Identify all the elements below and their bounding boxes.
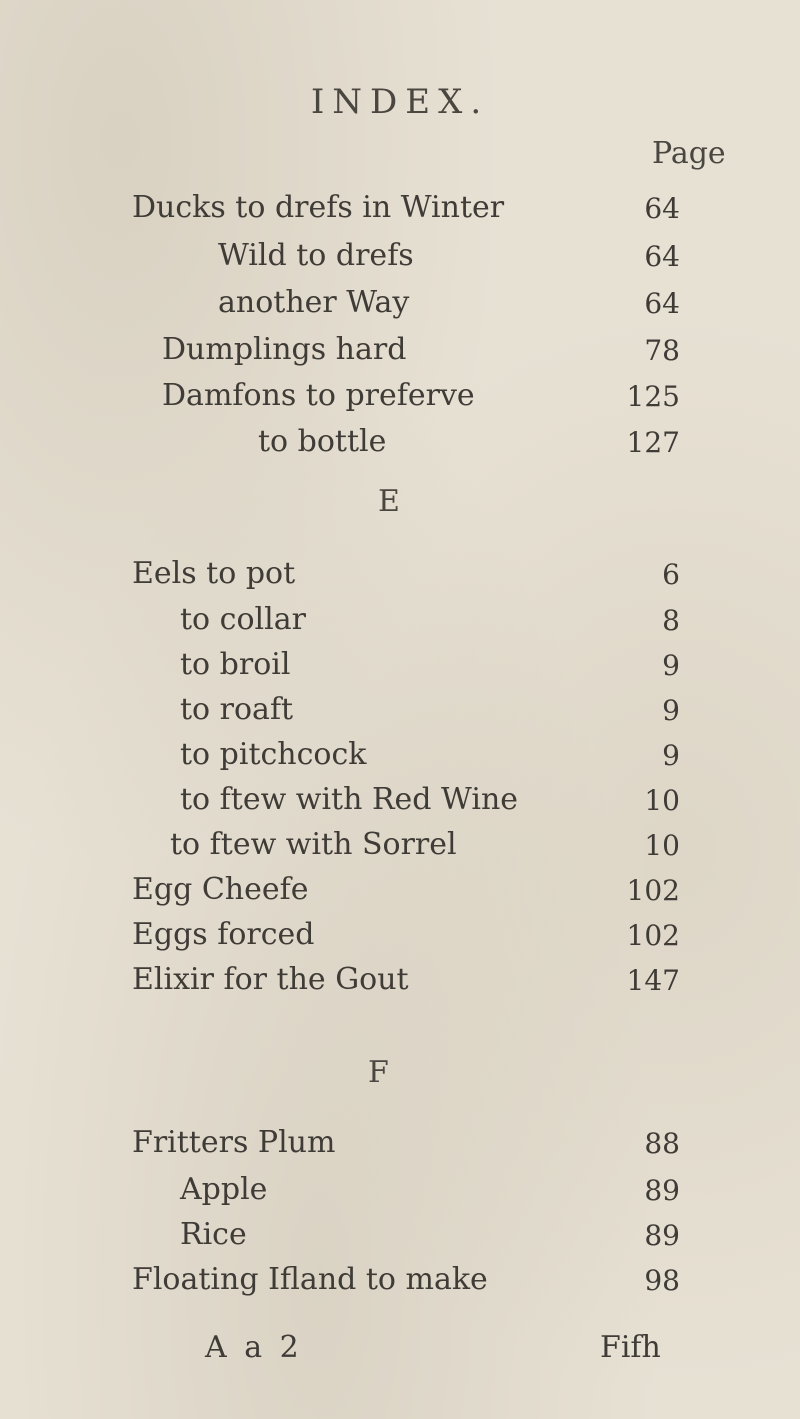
page-number: 147 [626,964,680,997]
index-entry: to ftew with Red Wine [180,782,519,817]
page-number: 89 [644,1219,680,1252]
page-number: 8 [662,604,680,637]
page-number: 64 [644,287,680,320]
page-number: 10 [644,784,680,817]
index-entry: to pitchcock [180,737,367,772]
page-number: 9 [662,649,680,682]
index-entry: Eels to pot [132,556,296,591]
page-number: 102 [626,919,680,952]
index-entry: to broil [180,647,291,682]
index-entry: to bottle [258,424,387,459]
index-entry: Dumplings hard [162,332,407,367]
page-title: INDEX. [310,82,490,122]
page-number: 78 [644,334,680,367]
index-entry: Wild to drefs [218,238,414,273]
page-number: 64 [644,192,680,225]
page-number: 9 [662,694,680,727]
page-column-label: Page [652,136,726,171]
index-entry: Rice [180,1217,247,1252]
index-entry: Elixir for the Gout [132,962,409,997]
page-number: 64 [644,240,680,273]
page-number: 9 [662,739,680,772]
page-number: 125 [626,380,680,413]
catchword: Fifh [600,1330,661,1365]
page-number: 10 [644,829,680,862]
signature-mark: A a 2 [205,1330,303,1365]
index-entry: Apple [180,1172,268,1207]
index-entry: Egg Cheefe [132,872,309,907]
index-entry: to roaft [180,692,294,727]
section-letter: F [368,1055,389,1090]
page-number: 6 [662,558,680,591]
section-letter: E [378,484,400,519]
page-number: 127 [626,426,680,459]
page-number: 88 [644,1127,680,1160]
index-entry: to collar [180,602,306,637]
index-entry: Ducks to drefs in Winter [132,190,505,225]
index-entry: Fritters Plum [132,1125,336,1160]
page-number: 102 [626,874,680,907]
page-number: 89 [644,1174,680,1207]
index-entry: Eggs forced [132,917,315,952]
index-entry: another Way [218,285,410,320]
index-entry: to ftew with Sorrel [170,827,457,862]
index-entry: Floating Ifland to make [132,1262,488,1297]
index-entry: Damfons to preferve [162,378,475,413]
page-number: 98 [644,1264,680,1297]
